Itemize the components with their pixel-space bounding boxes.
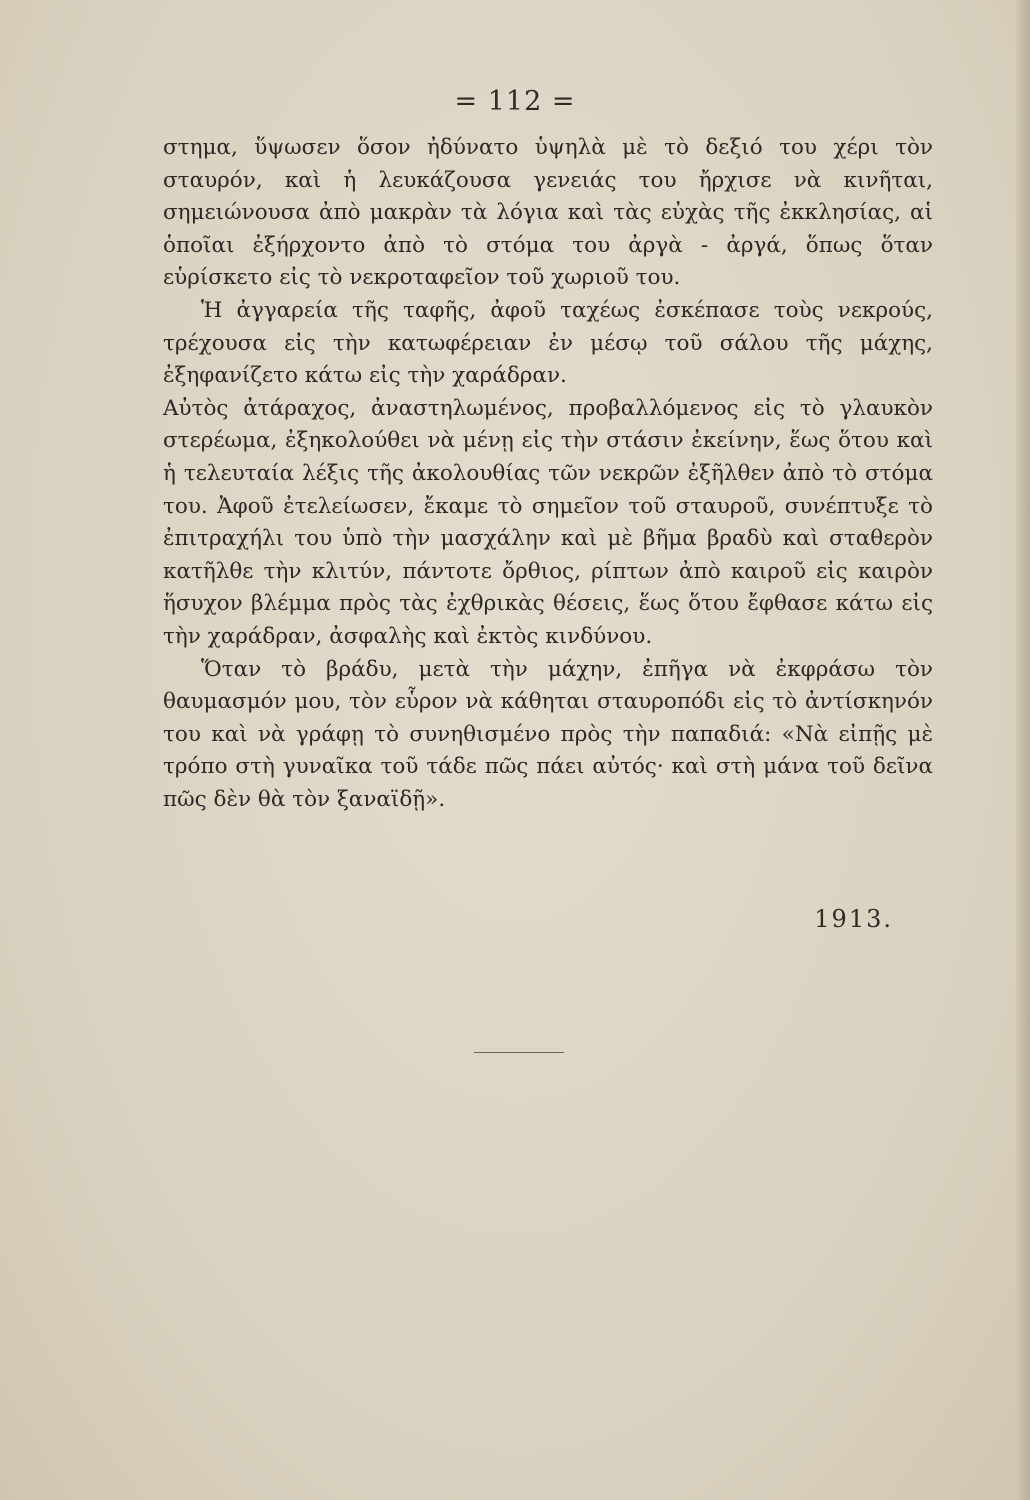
date-signature: 1913. [814,905,893,933]
body-text [163,132,933,816]
page-number: = 112 = [454,86,576,117]
page-edge-shadow [1016,0,1030,1500]
paragraph-1: στημα, ὕψωσεν ὅσον ἠδύνατο ὑψηλὰ μὲ τὸ δεξιό του χέρι τὸν σταυρόν, καὶ ἡ λευκάζουσα γενειάς του ἤρχισε νὰ κινῆται, σημειώνουσα ἀπὸ μακρὰν τὰ λόγια καὶ τὰς εὐχὰς τῆς ἐκκλησίας, αἱ ὁποῖαι ἐξήρχοντο ἀπὸ τὸ στόμα του ἀργὰ - ἀργά, ὅπως ὅταν εὑρίσκετο εἰς τὸ νεκροταφεῖον τοῦ χωριοῦ του. [163,135,933,291]
paragraph-2: Ἡ ἀγγαρεία τῆς ταφῆς, ἀφοῦ ταχέως ἐσκέπασε τοὺς νεκρούς, τρέχουσα εἰς τὴν κατωφέρειαν ἐν μέσῳ τοῦ σάλου τῆς μάχης, ἐξηφανίζετο κάτω εἰς τὴν χαράδραν. [163,297,933,389]
end-rule [474,1052,564,1053]
paragraph-4: Ὅταν τὸ βράδυ, μετὰ τὴν μάχην, ἐπῆγα νὰ ἐκφράσω τὸν θαυμασμόν μου, τὸν εὗρον νὰ κάθηται σταυροπόδι εἰς τὸ ἀντίσκηνόν του καὶ νὰ γράφῃ τὸ συνηθισμένο πρὸς τὴν παπαδιά: «Νὰ εἰπῇς μὲ τρόπο στὴ γυναῖκα τοῦ τάδε πῶς πάει αὐτός· καὶ στὴ μάνα τοῦ δεῖνα πῶς δὲν θὰ τὸν ξαναϊδῇ». [163,656,933,812]
paragraph-3: Αὐτὸς ἀτάραχος, ἀναστηλωμένος, προβαλλόμενος εἰς τὸ γλαυκὸν στερέωμα, ἐξηκολούθει νὰ μένῃ εἰς τὴν στάσιν ἐκείνην, ἕως ὅτου καὶ ἡ τελευταία λέξις τῆς ἀκολουθίας τῶν νεκρῶν ἐξῆλθεν ἀπὸ τὸ στόμα του. Ἀφοῦ ἐτελείωσεν, ἔκαμε τὸ σημεῖον τοῦ σταυροῦ, συνέπτυξε τὸ ἐπιτραχήλι του ὑπὸ τὴν μασχάλην καὶ μὲ βῆμα βραδὺ καὶ σταθερὸν κατῆλθε τὴν κλιτύν, πάντοτε ὄρθιος, ρίπτων ἀπὸ καιροῦ εἰς καιρὸν ἥσυχον βλέμμα πρὸς τὰς ἐχθρικὰς θέσεις, ἕως ὅτου ἔφθασε κάτω εἰς τὴν χαράδραν, ἀσφαλὴς καὶ ἐκτὸς κινδύνου. [163,395,933,649]
